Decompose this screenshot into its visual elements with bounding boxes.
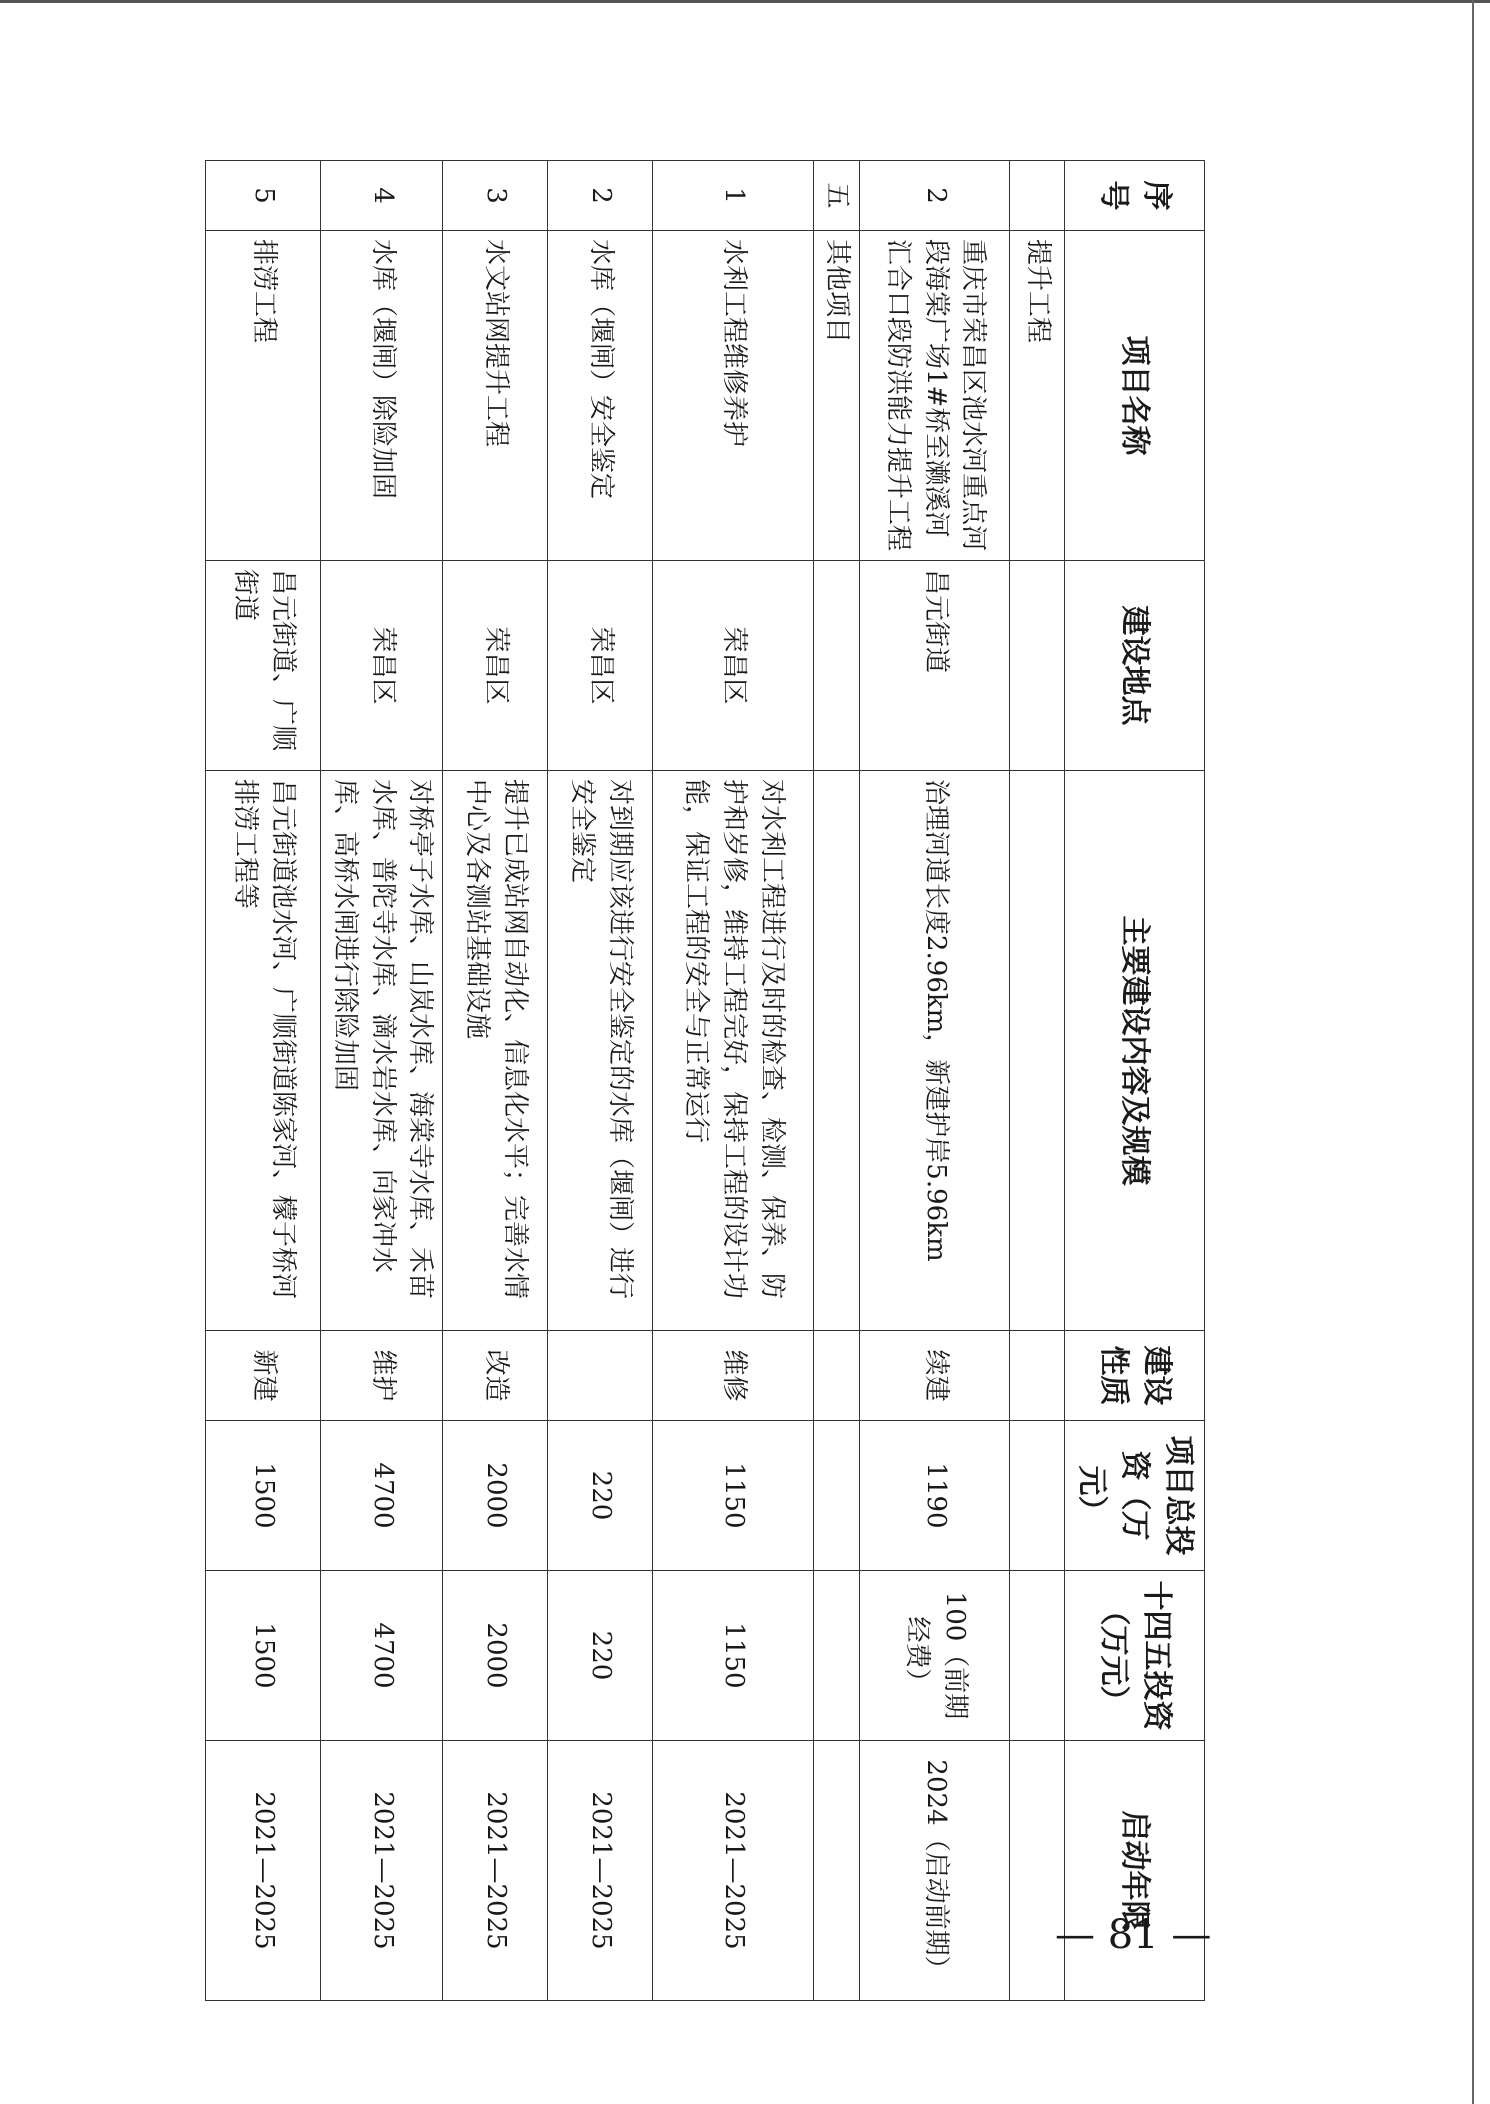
cell-name: 水库（堰闸）安全鉴定 [548,231,653,561]
cell-location: 荣昌区 [443,561,548,771]
cell-nature [1010,1331,1065,1421]
cell-total [1010,1421,1065,1571]
header-name: 项目名称 [1065,231,1205,561]
cell-total: 4700 [321,1421,443,1571]
cell-start: 2021—2025 [443,1741,548,2001]
project-table [205,160,1205,2001]
cell-location: 荣昌区 [548,561,653,771]
cell-name: 水库（堰闸）除险加固 [321,231,443,561]
cell-seq: 五 [813,161,860,231]
cell-total: 1500 [206,1421,321,1571]
rotated-table-container [205,160,1205,2000]
cell-total: 2000 [443,1421,548,1571]
cell-location [813,561,860,771]
cell-location: 荣昌区 [321,561,443,771]
cell-nature: 维护 [321,1331,443,1421]
cell-content: 昌元街道池水河、广顺街道陈家河、檬子桥河排涝工程等 [206,771,321,1331]
cell-nature: 续建 [860,1331,1010,1421]
cell-seq [1010,161,1065,231]
table-row [206,161,321,2001]
cell-nature [548,1331,653,1421]
cell-name: 重庆市荣昌区池水河重点河段海棠广场1#桥至濑溪河汇合口段防洪能力提升工程 [860,231,1010,561]
header-total: 项目总投资（万元） [1065,1421,1205,1571]
header-nature: 建设性质 [1065,1331,1205,1421]
cell-nature: 改造 [443,1331,548,1421]
header-seq: 序号 [1065,161,1205,231]
table-row [321,161,443,2001]
cell-name: 水利工程维修养护 [653,231,813,561]
cell-start: 2021—2025 [321,1741,443,2001]
cell-plan: 100（前期经费） [860,1571,1010,1741]
cell-total [813,1421,860,1571]
cell-content: 提升已成站网自动化、信息化水平；完善水情中心及各测站基础设施 [443,771,548,1331]
table-row [548,161,653,2001]
cell-content: 对水利工程进行及时的检查、检测、保养、防护和岁修，维持工程完好，保持工程的设计功能，保证工程的安全与正常运行 [653,771,813,1331]
cell-start [813,1741,860,2001]
cell-start [1010,1741,1065,2001]
cell-location: 昌元街道 [860,561,1010,771]
cell-plan [1010,1571,1065,1741]
cell-plan: 1150 [653,1571,813,1741]
table-row [1010,161,1065,2001]
cell-start: 2024（启动前期） [860,1741,1010,2001]
top-border-line [0,0,1490,3]
cell-name: 排涝工程 [206,231,321,561]
cell-seq: 5 [206,161,321,231]
cell-start: 2021—2025 [653,1741,813,2001]
cell-nature: 新建 [206,1331,321,1421]
cell-plan: 1500 [206,1571,321,1741]
cell-location [1010,561,1065,771]
cell-plan: 4700 [321,1571,443,1741]
header-content: 主要建设内容及规模 [1065,771,1205,1331]
cell-content: 对到期应该进行安全鉴定的水库（堰闸）进行安全鉴定 [548,771,653,1331]
header-start: 启动年限 [1065,1741,1205,2001]
cell-location: 荣昌区 [653,561,813,771]
table-header-row [1065,161,1205,2001]
cell-seq: 3 [443,161,548,231]
cell-name: 水文站网提升工程 [443,231,548,561]
cell-total: 1150 [653,1421,813,1571]
header-location: 建设地点 [1065,561,1205,771]
cell-total: 1190 [860,1421,1010,1571]
table-row [860,161,1010,2001]
cell-location: 昌元街道、广顺街道 [206,561,321,771]
cell-seq: 2 [860,161,1010,231]
table-row [443,161,548,2001]
cell-plan [813,1571,860,1741]
cell-start: 2021—2025 [548,1741,653,2001]
table-row [813,161,860,2001]
cell-content [1010,771,1065,1331]
cell-content [813,771,860,1331]
header-plan: 十四五投资（万元） [1065,1571,1205,1741]
cell-content: 治理河道长度2.96km，新建护岸5.96km [860,771,1010,1331]
cell-seq: 1 [653,161,813,231]
cell-content: 对桥亭子水库、山岚水库、海棠寺水库、禾苗水库、普陀寺水库、滴水岩水库、向家冲水库、高桥水闸进行除险加固 [321,771,443,1331]
cell-seq: 4 [321,161,443,231]
table-row [653,161,813,2001]
cell-nature: 维修 [653,1331,813,1421]
cell-seq: 2 [548,161,653,231]
cell-plan: 2000 [443,1571,548,1741]
cell-plan: 220 [548,1571,653,1741]
cell-total: 220 [548,1421,653,1571]
page-number: — 81 — [1055,1912,1212,1958]
cell-nature [813,1331,860,1421]
cell-start: 2021—2025 [206,1741,321,2001]
cell-name: 提升工程 [1010,231,1065,561]
right-border-line [1472,0,1474,2104]
cell-name: 其他项目 [813,231,860,561]
